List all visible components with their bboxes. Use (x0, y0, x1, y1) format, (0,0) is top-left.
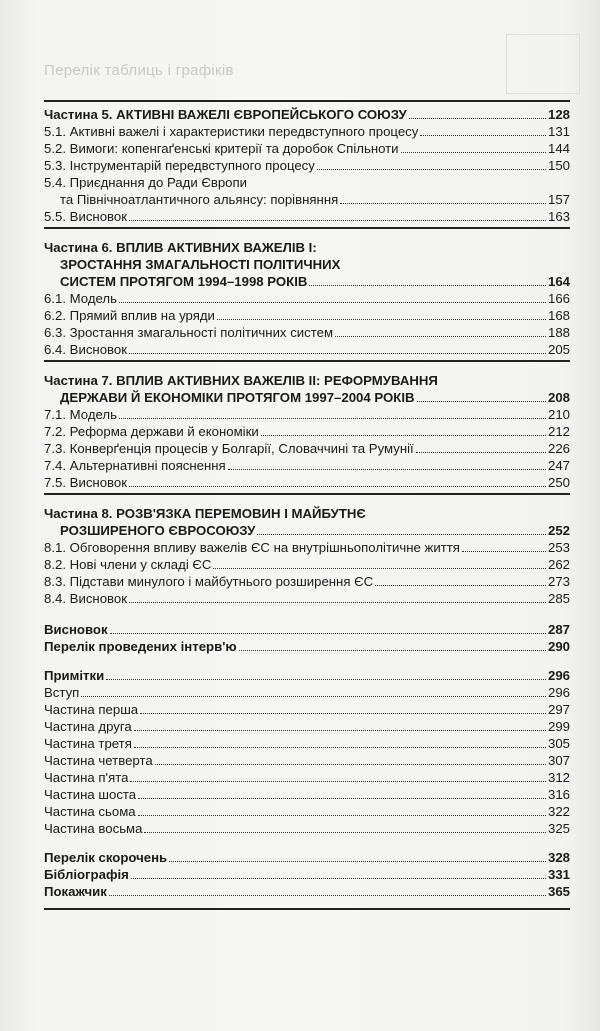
entry-title: Вступ (44, 685, 80, 700)
toc-entry[interactable] (44, 406, 570, 423)
page-number: 296 (547, 685, 570, 700)
page-number: 188 (547, 325, 570, 340)
page-number: 325 (547, 821, 570, 836)
page-number: 208 (547, 390, 570, 405)
dot-leader (317, 169, 546, 170)
page-number: 150 (547, 158, 570, 173)
page-number: 226 (547, 441, 570, 456)
toc-entry[interactable] (44, 208, 570, 225)
toc-entry[interactable] (44, 573, 570, 590)
toc-entry[interactable] (44, 539, 570, 556)
toc-entry[interactable] (44, 290, 570, 307)
page-number: 273 (547, 574, 570, 589)
page-number: 131 (547, 124, 570, 139)
dot-leader (110, 633, 546, 634)
toc-entry[interactable] (44, 341, 570, 358)
dot-leader (129, 486, 546, 487)
page-number: 253 (547, 540, 570, 555)
back-matter-entry[interactable] (44, 849, 570, 866)
back-matter-entry[interactable] (44, 883, 570, 900)
page-number: 307 (547, 753, 570, 768)
notes-entry[interactable] (44, 769, 570, 786)
page-number: 262 (547, 557, 570, 572)
entry-title: Частина шоста (44, 787, 137, 802)
page-number: 312 (547, 770, 570, 785)
entry-title: 5.2. Вимоги: копенгаґенські критерії та доробок Спільноти (44, 141, 399, 156)
entry-title: Частина четверта (44, 753, 153, 768)
page-number: 247 (547, 458, 570, 473)
dot-leader (131, 878, 546, 879)
page-number: 365 (547, 884, 570, 899)
dot-leader (138, 798, 546, 799)
bottom-rule (44, 908, 570, 910)
page-number: 212 (547, 424, 570, 439)
page-number: 205 (547, 342, 570, 357)
entry-title: РОЗШИРЕНОГО ЄВРОСОЮЗУ (60, 523, 256, 538)
dot-leader (462, 551, 546, 552)
part-heading-entry[interactable] (44, 273, 570, 290)
page-number: 285 (547, 591, 570, 606)
page-number: 331 (547, 867, 570, 882)
notes-entry[interactable] (44, 718, 570, 735)
part-heading-line: Частина 8. РОЗВ'ЯЗКА ПЕРЕМОВИН І МАЙБУТНЄ (44, 506, 366, 521)
entry-title: Перелік проведених інтерв'ю (44, 639, 237, 654)
entry-title: 6.1. Модель (44, 291, 117, 306)
toc-entry[interactable] (44, 191, 570, 208)
entry-title: Перелік скорочень (44, 850, 168, 865)
page-number: 322 (547, 804, 570, 819)
entry-title: 5.1. Активні важелі і характеристики передвступного процесу (44, 124, 419, 139)
page-number: 166 (547, 291, 570, 306)
page-number: 296 (547, 668, 570, 683)
entry-title: 5.5. Висновок (44, 209, 127, 224)
entry-title: 8.3. Підстави минулого і майбутнього розширення ЄС (44, 574, 374, 589)
entry-title: Примітки (44, 668, 105, 683)
dot-leader (129, 602, 546, 603)
part-heading-entry[interactable] (44, 389, 570, 406)
part-heading-line: ЗРОСТАННЯ ЗМАГАЛЬНОСТІ ПОЛІТИЧНИХ (60, 257, 341, 272)
toc-part-6 (44, 239, 570, 362)
entry-title: Частина друга (44, 719, 132, 734)
toc-entry[interactable] (44, 423, 570, 440)
page-number: 168 (547, 308, 570, 323)
part-heading-line: Частина 7. ВПЛИВ АКТИВНИХ ВАЖЕЛІВ ІІ: РЕФОРМУВАННЯ (44, 373, 438, 388)
entry-title: Частина 5. АКТИВНІ ВАЖЕЛІ ЄВРОПЕЙСЬКОГО СОЮЗУ (44, 107, 407, 122)
entry-title: ДЕРЖАВИ Й ЕКОНОМІКИ ПРОТЯГОМ 1997–2004 РОКІВ (60, 390, 415, 405)
back-matter-entry[interactable] (44, 621, 570, 638)
entry-title: Бібліографія (44, 867, 129, 882)
notes-entry[interactable] (44, 684, 570, 701)
dot-leader (144, 832, 546, 833)
show-through-title: Перелік таблиць і графіків (44, 62, 234, 79)
notes-entry[interactable] (44, 803, 570, 820)
entry-title: 8.2. Нові члени у складі ЄС (44, 557, 212, 572)
page-number: 297 (547, 702, 570, 717)
entry-title: Частина восьма (44, 821, 143, 836)
dot-leader (129, 220, 546, 221)
toc-entry[interactable] (44, 556, 570, 573)
top-rule (44, 100, 570, 102)
page-number: 164 (547, 274, 570, 289)
entry-title: 6.2. Прямий вплив на уряди (44, 308, 215, 323)
table-of-contents (44, 100, 570, 910)
dot-leader (134, 747, 546, 748)
page-number: 328 (547, 850, 570, 865)
dot-leader (417, 401, 546, 402)
notes-entry[interactable] (44, 820, 570, 837)
entry-title: 7.4. Альтернативні пояснення (44, 458, 226, 473)
dot-leader (309, 285, 546, 286)
toc-entry[interactable] (44, 123, 570, 140)
dot-leader (375, 585, 546, 586)
entry-title: та Північноатлантичного альянсу: порівняння (60, 192, 339, 207)
entry-title: Частина сьома (44, 804, 136, 819)
entry-title: Висновок (44, 622, 108, 637)
show-through-frame (506, 34, 580, 94)
dot-leader (213, 568, 546, 569)
page-number: 250 (547, 475, 570, 490)
toc-entry[interactable] (44, 440, 570, 457)
dot-leader (261, 435, 546, 436)
entry-title-line: 5.4. Приєднання до Ради Європи (44, 175, 248, 190)
entry-title: 6.4. Висновок (44, 342, 127, 357)
dot-leader (81, 696, 546, 697)
notes-entry[interactable] (44, 735, 570, 752)
page-number: 299 (547, 719, 570, 734)
page-number: 128 (547, 107, 570, 122)
dot-leader (239, 650, 546, 651)
dot-leader (169, 861, 546, 862)
toc-entry[interactable] (44, 590, 570, 607)
page-number: 316 (547, 787, 570, 802)
back-matter-entry[interactable] (44, 638, 570, 655)
notes-entry[interactable] (44, 701, 570, 718)
page-number: 144 (547, 141, 570, 156)
dot-leader (228, 469, 546, 470)
dot-leader (140, 713, 546, 714)
entry-title: 7.2. Реформа держави й економіки (44, 424, 259, 439)
back-matter-entry[interactable] (44, 866, 570, 883)
toc-part-8 (44, 505, 570, 609)
toc-entry[interactable] (44, 140, 570, 157)
dot-leader (130, 781, 546, 782)
dot-leader (109, 895, 546, 896)
toc-entry[interactable] (44, 474, 570, 491)
page-number: 157 (547, 192, 570, 207)
notes-heading-entry[interactable] (44, 667, 570, 684)
page-number: 163 (547, 209, 570, 224)
entry-title: СИСТЕМ ПРОТЯГОМ 1994–1998 РОКІВ (60, 274, 308, 289)
part-heading-line: Частина 6. ВПЛИВ АКТИВНИХ ВАЖЕЛІВ І: (44, 240, 317, 255)
dot-leader (257, 534, 546, 535)
dot-leader (335, 336, 546, 337)
dot-leader (134, 730, 546, 731)
dot-leader (217, 319, 546, 320)
dot-leader (340, 203, 546, 204)
toc-entry[interactable] (44, 307, 570, 324)
entry-title: 8.1. Обговорення впливу важелів ЄС на внутрішньополітичне життя (44, 540, 460, 555)
notes-entry[interactable] (44, 786, 570, 803)
entry-title: Покажчик (44, 884, 107, 899)
page-number: 290 (547, 639, 570, 654)
entry-title: Частина перша (44, 702, 139, 717)
page-number: 210 (547, 407, 570, 422)
dot-leader (401, 152, 546, 153)
toc-entry[interactable] (44, 324, 570, 341)
entry-title: 7.5. Висновок (44, 475, 127, 490)
page-number: 252 (547, 523, 570, 538)
dot-leader (119, 302, 546, 303)
toc-entry[interactable] (44, 457, 570, 474)
toc-part-5 (44, 106, 570, 229)
notes-entry[interactable] (44, 752, 570, 769)
dot-leader (119, 418, 546, 419)
dot-leader (138, 815, 546, 816)
dot-leader (129, 353, 546, 354)
dot-leader (416, 452, 546, 453)
entry-title: 7.3. Конверґенція процесів у Болгарії, Словаччині та Румунії (44, 441, 414, 456)
toc-part-7 (44, 372, 570, 495)
toc-entry[interactable] (44, 157, 570, 174)
dot-leader (409, 118, 546, 119)
entry-title: Частина п'ята (44, 770, 129, 785)
entry-title: 8.4. Висновок (44, 591, 127, 606)
part-heading-entry[interactable] (44, 106, 570, 123)
part-heading-entry[interactable] (44, 522, 570, 539)
entry-title: 7.1. Модель (44, 407, 117, 422)
page-number: 305 (547, 736, 570, 751)
entry-title: 5.3. Інструментарій передвступного процесу (44, 158, 315, 173)
entry-title: Частина третя (44, 736, 132, 751)
entry-title: 6.3. Зростання змагальності політичних систем (44, 325, 334, 340)
dot-leader (106, 679, 546, 680)
dot-leader (420, 135, 546, 136)
page-number: 287 (547, 622, 570, 637)
dot-leader (155, 764, 546, 765)
